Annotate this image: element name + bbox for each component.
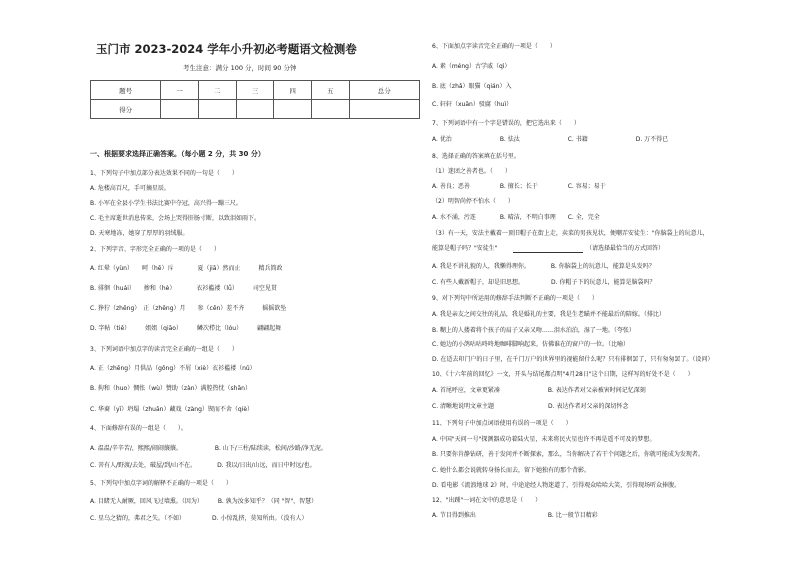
answer-option: C. 狰狞（zhēng） 正（zhēng）月 参（cēn）差不齐 摇摇欲坠: [90, 305, 287, 312]
answer-option: D. 天寒地冻，她穿了厚厚的羽绒服。: [90, 230, 189, 237]
answer-option: D. 在适去印门户的日子里，在千门万户的世界里的视能留什么呢？只有徘徊罢了，只有匆匆罢了。（设问）: [432, 356, 714, 363]
answer-option: A. 善良；恶善 B. 擅长；长于 C. 容易；易于: [432, 183, 606, 190]
answer-option: D. 看电影《流浪地球 2》时，中途途经人物迷道了，引得观众哈哈大笑，引得现场听众捧腹。: [432, 482, 681, 489]
score-header-cell: 一: [161, 81, 199, 100]
answer-option: C. 星乌之猜的，弗君之失。（不如） D. 小惊乱挤，莫知所由。（没有人）: [90, 515, 308, 522]
answer-option: A. 正（zhēng）月供品（gōng）不屑（xiè）衣衫褴褛（nǔ）: [90, 365, 256, 372]
score-table-header-row: [91, 81, 420, 100]
answer-option: A. 素（méng）古学戚（qì）: [432, 63, 511, 70]
answer-option: C. 她什么都会说就转身扬长而去，留下她独有的那个背影。: [432, 467, 591, 474]
question-stem: 10、《十六年前的回忆》一文，开头与结尾都点明"4月28日"这个日期，这样写的好处不是（ ）: [432, 371, 694, 378]
score-cell[interactable]: [311, 100, 349, 119]
answer-option: C. 清晰地说明文章主题 D. 表达作者对父亲的深切怀念: [432, 403, 629, 410]
question-stem: 1、下列句子中加点部分表达效果不同的一句是（ ）: [90, 170, 238, 177]
answer-option: C. 华裔（yī）坍塌（zhuān）藏戏（zàng）锲而不舍（qiè）: [90, 406, 254, 413]
question-stem: 5、下列句中加点字词的解释不正确的一项是（ ）: [90, 480, 232, 487]
score-header-cell: 二: [198, 81, 236, 100]
answer-option: B. 底（zhǎ）眼猫（qián）入: [432, 83, 512, 90]
answer-option: C. 毛主席逝世消息传来，会场上哭得肝肠寸断，以致泪如雨下。: [90, 215, 261, 222]
answer-option: A. 红晕（yùn） 呵（hē）斥 夏（jiā）然而止 精兵简政: [90, 265, 283, 272]
answer-option: A. 优治 B. 怯汰 C. 书籍 D. 万不得已: [432, 136, 669, 143]
score-cell[interactable]: [236, 100, 274, 119]
answer-option: C. 有些人戴新帽子，却是旧思想。 D. 你帽子下的玩意儿，能算是脑袋吗？: [432, 279, 656, 286]
answer-option: A. 我是不讲礼貌的人，我懒得理你。 B. 你脑袋上的玩意儿，能算是头发吗？: [432, 263, 655, 270]
question-stem: 11、下列句子中加点词语使用有误的一项是（ ）: [432, 420, 572, 427]
score-table-score-row: [91, 100, 420, 119]
score-header-cell: 总分: [349, 81, 419, 100]
answer-option: C. 菩有人/野渡/去处，破屋/到/山不在。 D. 我以/日出/山远，而日中时远/也。: [90, 462, 316, 469]
question-stem: 2、下列字音、字形完全正确的一项的是（ ）: [90, 246, 220, 253]
question-stem: 3、下列词语中加点字的读音完全正确的一组是（ ）: [90, 346, 238, 353]
score-header-cell: 三: [236, 81, 274, 100]
question-stem: 4、下面修辞有误的一组是（ ）。: [90, 425, 187, 432]
answer-option: A. 目睹无人耐厥，回风飞过墙熏。（因为） B. 孰为汝多知乎？（同 "智"，智慧）: [90, 498, 318, 505]
answer-option: B. 拘和（huo）惆怅（wù）赞助（zàn）满腔热忱（shān）: [90, 385, 251, 392]
score-cell[interactable]: [274, 100, 312, 119]
answer-option: A. 水不涌，污连 B. 晴洁，不明白事理 C. 全，完全: [432, 214, 600, 221]
answer-option: A. 节目得到推出 B. 比一般节目精彩: [432, 512, 598, 519]
answer-option: 能算是帽子吗？"安徒生": [432, 245, 498, 252]
section-heading: 一、根据要求选择正确答案。（每小题 2 分，共 30 分）: [90, 150, 265, 158]
page-title: 玉门市 2023-2024 学年小升初必考题语文检测卷: [96, 42, 357, 56]
answer-blank[interactable]: [513, 246, 583, 253]
answer-option: B. 糊上的人搂着将个孩子的肩子又亲又吻……泪水泊泊，湿了一地。（夸张）: [432, 327, 635, 334]
score-cell[interactable]: [198, 100, 236, 119]
question-stem: 12、"出踵"一词在文中的意思是（ ）: [432, 497, 542, 504]
score-header-cell: 四: [274, 81, 312, 100]
answer-option: （2）明智尚停不怕水（ ）: [432, 198, 514, 205]
exam-notice: 考生注意：满分 100 分，时间 90 分钟: [183, 64, 297, 72]
answer-option: A. 危楼高百尺，手可摘星辰。: [90, 185, 170, 192]
score-cell[interactable]: [161, 100, 199, 119]
question-stem: 8、选择正确的答案填在括号里。: [432, 153, 520, 160]
score-table: [90, 80, 420, 119]
answer-option: B. 小军在全县小学生书法比赛中夺冠，高兴得一蹦三尺。: [90, 200, 242, 207]
answer-option: （3）有一天，安法主戴着一顶旧帽子在街上走，卖菜的男孩见状，便嘲弄安徒生："你脑袋上的玩意儿，: [432, 230, 709, 237]
answer-option: C. 她边的小鸽咕咕咚咚地咖啡脚响起来，仿佛谁在的窗户的一位。（比喻）: [432, 341, 630, 348]
answer-option: A. 中国"天问一号"探测器成功着陆火星，未来将民火星也许不再是遥不可及的梦想。: [432, 436, 656, 443]
answer-option: （请选择最恰当的方式回答）: [586, 245, 665, 252]
score-cell[interactable]: [349, 100, 419, 119]
score-header-cell: 五: [311, 81, 349, 100]
answer-option: C. 轩轩（xuān）驳腐（huì）: [432, 101, 513, 108]
score-header-cell: 题号: [91, 81, 161, 100]
answer-option: A. 温温/辛辛苦/，熙熙/闹闹攘攘。 B. 山下/三柱/陆续读，松间/沙路/净无泥。: [90, 445, 327, 452]
question-stem: 9、对下列句中所运用的修辞手法判断不正确的一项是（ ）: [432, 295, 598, 302]
answer-option: D. 字帖（tiě） 姐姐（qiāo） 鳞次栉比（lóu） 翩翩起舞: [90, 325, 282, 332]
question-stem: 7、下列词语中有一个字是错误的，把它选出来（ ）: [432, 120, 580, 127]
question-stem: 6、下面加点字读音完全正确的一项是（ ）: [432, 43, 556, 50]
answer-option: B. 只要你肯静钻研，善于发问并不断探索，那么，当你解决了若干个问题之后，你就可能成为发现者。: [432, 451, 704, 458]
answer-option: B. 徘徊（huái） 掺和（hè） 衣衫褴褛（lǚ） 司空见贯: [90, 285, 277, 292]
score-row-label: 得分: [91, 100, 161, 119]
answer-option: A. 首尾呼应，文章更紧凑 B. 表达作者对父亲被害时间记忆深刻: [432, 387, 646, 394]
answer-option: （1）迷团之善者也。（ ）: [432, 168, 511, 175]
answer-option: A. 我是亲友之间交往的礼品，我是婚礼的主要，我是生老瞄并不能最后的陪嫁。（排比）: [432, 311, 665, 318]
